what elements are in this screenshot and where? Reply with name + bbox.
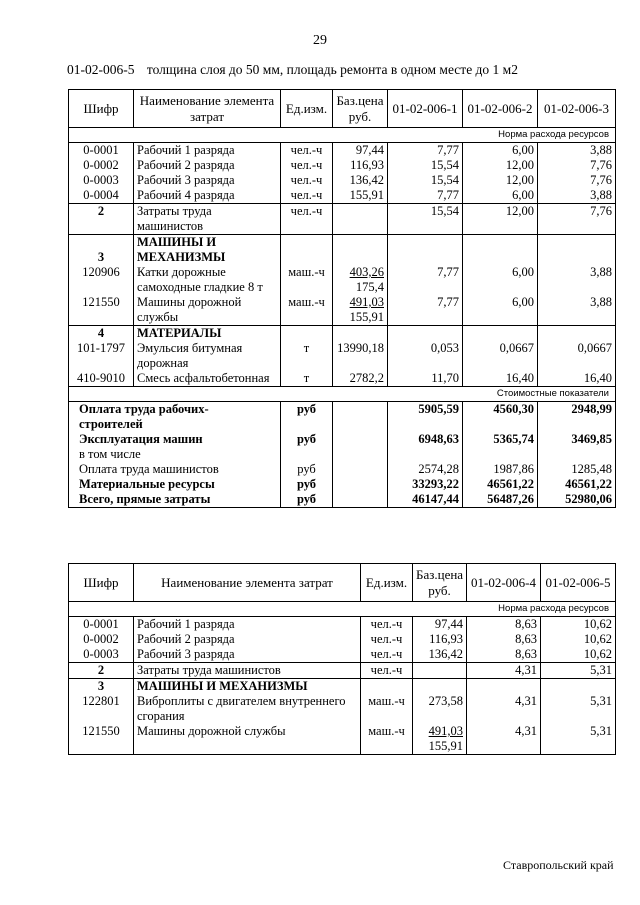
row-price	[333, 295, 388, 326]
price-main: 491,03	[428, 724, 463, 738]
section-machines-header	[69, 235, 616, 266]
table-row	[69, 173, 616, 188]
row-name-line: самоходные гладкие 8 т	[137, 280, 263, 294]
row-name-line: Затраты труда	[137, 204, 212, 218]
empty-cell	[538, 235, 616, 266]
table-row	[69, 158, 616, 173]
cost-name-line: Оплата труда рабочих-	[79, 402, 209, 416]
row-price	[333, 265, 388, 295]
section-machines-header	[69, 679, 616, 695]
col-header-name: Наименование элемента затрат	[134, 564, 361, 602]
col-header-code: Шифр	[69, 90, 134, 128]
cost-value: 33293,22	[388, 477, 463, 492]
row-name-line: Эмульсия битумная	[137, 341, 243, 355]
price-wage: 155,91	[349, 310, 384, 324]
resource-table-2	[68, 563, 616, 755]
row-value: 7,76	[538, 204, 616, 235]
row-value: 3,88	[538, 188, 616, 204]
price-wage: 155,91	[428, 739, 463, 753]
cost-value: 4560,30	[463, 402, 538, 433]
row-name	[134, 341, 281, 371]
empty-cell	[467, 679, 541, 695]
row-value: 7,77	[388, 188, 463, 204]
row-code: 2	[69, 663, 134, 679]
row-price: 13990,18	[333, 341, 388, 371]
row-name: Рабочий 2 разряда	[134, 632, 361, 647]
row-unit: чел.-ч	[281, 173, 333, 188]
empty-cell	[333, 432, 388, 447]
cost-name-line: строителей	[79, 417, 143, 431]
cost-value: 6948,63	[388, 432, 463, 447]
empty-cell	[538, 326, 616, 342]
table-row-machinists	[69, 204, 616, 235]
row-value: 8,63	[467, 617, 541, 633]
row-name	[134, 694, 361, 724]
row-price	[413, 663, 467, 679]
price-main: 491,03	[349, 295, 384, 309]
empty-cell	[333, 492, 388, 508]
cost-unit: руб	[281, 492, 333, 508]
empty-cell	[281, 235, 333, 266]
row-code: 2	[69, 204, 134, 235]
row-name: Смесь асфальтобетонная	[134, 371, 281, 387]
row-value: 12,00	[463, 204, 538, 235]
norm-label: Норма расхода ресурсов	[69, 602, 616, 617]
row-value: 10,62	[541, 647, 616, 663]
table-row	[69, 617, 616, 633]
table-row	[69, 143, 616, 159]
section-title	[134, 235, 281, 266]
cost-unit: руб	[281, 477, 333, 492]
cost-value: 5905,59	[388, 402, 463, 433]
section-code: 4	[69, 326, 134, 342]
row-unit: чел.-ч	[361, 663, 413, 679]
row-unit: чел.-ч	[281, 158, 333, 173]
row-unit: чел.-ч	[361, 647, 413, 663]
empty-cell	[333, 447, 388, 462]
table-row	[69, 371, 616, 387]
row-name: Рабочий 4 разряда	[134, 188, 281, 204]
cost-value: 5365,74	[463, 432, 538, 447]
cost-unit: руб	[281, 432, 333, 447]
row-code: 122801	[69, 694, 134, 724]
empty-cell	[413, 679, 467, 695]
row-name-line: машинистов	[137, 219, 204, 233]
resource-table-1	[68, 89, 616, 508]
cost-value: 1285,48	[538, 462, 616, 477]
row-value: 15,54	[388, 173, 463, 188]
row-code: 0-0002	[69, 632, 134, 647]
row-name: Рабочий 2 разряда	[134, 158, 281, 173]
row-value: 10,62	[541, 632, 616, 647]
row-code: 0-0003	[69, 173, 134, 188]
row-value: 0,0667	[538, 341, 616, 371]
row-unit: маш.-ч	[281, 295, 333, 326]
section-code: 3	[69, 679, 134, 695]
row-value: 5,31	[541, 724, 616, 755]
row-price: 136,42	[413, 647, 467, 663]
table-row	[69, 724, 616, 755]
empty-cell	[463, 326, 538, 342]
row-price: 116,93	[333, 158, 388, 173]
col-header-unit: Ед.изм.	[361, 564, 413, 602]
cost-name: Оплата труда машинистов	[69, 462, 281, 477]
empty-cell	[388, 235, 463, 266]
section-title-line: МЕХАНИЗМЫ	[137, 250, 226, 264]
row-code: 410-9010	[69, 371, 134, 387]
row-value: 6,00	[463, 188, 538, 204]
section-title: МАШИНЫ И МЕХАНИЗМЫ	[134, 679, 361, 695]
norm-label: Норма расхода ресурсов	[69, 128, 616, 143]
col-header-price: Баз.цена руб.	[333, 90, 388, 128]
row-value: 4,31	[467, 694, 541, 724]
row-price: 2782,2	[333, 371, 388, 387]
cost-row	[69, 462, 616, 477]
section-title-line: МАШИНЫ И	[137, 235, 217, 249]
row-name-line: Виброплиты с двигателем внутреннего	[137, 694, 346, 708]
empty-cell	[361, 679, 413, 695]
row-value: 15,54	[388, 204, 463, 235]
cost-row	[69, 402, 616, 433]
cost-unit: руб	[281, 402, 333, 433]
col-header-variant-3: 01-02-006-3	[538, 90, 616, 128]
row-code: 0-0003	[69, 647, 134, 663]
empty-cell	[541, 679, 616, 695]
empty-cell	[281, 447, 333, 462]
table-row	[69, 647, 616, 663]
col-header-variant-2: 01-02-006-2	[463, 90, 538, 128]
col-header-variant-5: 01-02-006-5	[541, 564, 616, 602]
cost-row	[69, 477, 616, 492]
row-name: Затраты труда машинистов	[134, 663, 361, 679]
row-code: 0-0001	[69, 143, 134, 159]
cost-name: в том числе	[69, 447, 281, 462]
empty-cell	[333, 477, 388, 492]
row-unit: маш.-ч	[281, 265, 333, 295]
section-title: МАТЕРИАЛЫ	[134, 326, 281, 342]
row-code: 0-0002	[69, 158, 134, 173]
empty-cell	[388, 447, 463, 462]
cost-value: 52980,06	[538, 492, 616, 508]
row-name	[134, 204, 281, 235]
row-value: 10,62	[541, 617, 616, 633]
cost-row	[69, 447, 616, 462]
row-unit: маш.-ч	[361, 694, 413, 724]
row-name: Рабочий 3 разряда	[134, 173, 281, 188]
row-unit: чел.-ч	[281, 143, 333, 159]
section-materials-header	[69, 326, 616, 342]
cost-value: 56487,26	[463, 492, 538, 508]
cost-value: 3469,85	[538, 432, 616, 447]
row-value: 3,88	[538, 143, 616, 159]
row-price: 155,91	[333, 188, 388, 204]
table-row-machinists	[69, 663, 616, 679]
row-name-line: Машины дорожной	[137, 295, 242, 309]
col-header-unit: Ед.изм.	[281, 90, 333, 128]
row-value: 7,77	[388, 143, 463, 159]
row-value: 4,31	[467, 724, 541, 755]
row-name: Рабочий 1 разряда	[134, 617, 361, 633]
row-value: 12,00	[463, 158, 538, 173]
empty-cell	[463, 235, 538, 266]
row-code: 121550	[69, 724, 134, 755]
row-value: 0,053	[388, 341, 463, 371]
row-price: 273,58	[413, 694, 467, 724]
empty-cell	[333, 235, 388, 266]
table-row	[69, 295, 616, 326]
row-unit: чел.-ч	[361, 617, 413, 633]
row-value: 7,76	[538, 158, 616, 173]
empty-cell	[281, 326, 333, 342]
table-row	[69, 188, 616, 204]
table-row	[69, 632, 616, 647]
cost-value: 46561,22	[538, 477, 616, 492]
table-header-row	[69, 90, 616, 128]
row-value: 15,54	[388, 158, 463, 173]
page-number: 29	[313, 33, 327, 48]
section-code: 3	[69, 235, 134, 266]
row-name: Машины дорожной службы	[134, 724, 361, 755]
row-value: 5,31	[541, 694, 616, 724]
row-value: 7,77	[388, 265, 463, 295]
price-main: 403,26	[349, 265, 384, 279]
row-value: 8,63	[467, 647, 541, 663]
section-title	[67, 62, 518, 78]
row-value: 6,00	[463, 265, 538, 295]
cost-name: Всего, прямые затраты	[69, 492, 281, 508]
col-header-code: Шифр	[69, 564, 134, 602]
cost-value: 46147,44	[388, 492, 463, 508]
row-price	[413, 724, 467, 755]
cost-label: Стоимостные показатели	[69, 387, 616, 402]
row-code: 101-1797	[69, 341, 134, 371]
row-value: 8,63	[467, 632, 541, 647]
empty-cell	[333, 462, 388, 477]
row-code: 120906	[69, 265, 134, 295]
row-value: 3,88	[538, 295, 616, 326]
row-price: 97,44	[333, 143, 388, 159]
col-header-name: Наименование элемента затрат	[134, 90, 281, 128]
row-value: 6,00	[463, 295, 538, 326]
row-price: 136,42	[333, 173, 388, 188]
table-row	[69, 694, 616, 724]
row-name-line: Катки дорожные	[137, 265, 226, 279]
row-value: 6,00	[463, 143, 538, 159]
row-value: 3,88	[538, 265, 616, 295]
row-name: Рабочий 3 разряда	[134, 647, 361, 663]
row-value: 16,40	[463, 371, 538, 387]
row-value: 5,31	[541, 663, 616, 679]
section-description: толщина слоя до 50 мм, площадь ремонта в одном месте до 1 м2	[146, 62, 518, 77]
col-header-price: Баз.цена руб.	[413, 564, 467, 602]
row-unit: чел.-ч	[281, 188, 333, 204]
empty-cell	[538, 447, 616, 462]
col-header-variant-1: 01-02-006-1	[388, 90, 463, 128]
table-row	[69, 341, 616, 371]
cost-value: 2948,99	[538, 402, 616, 433]
cost-value: 46561,22	[463, 477, 538, 492]
row-value: 16,40	[538, 371, 616, 387]
empty-cell	[333, 402, 388, 433]
row-unit: чел.-ч	[281, 204, 333, 235]
footer-region: Ставропольский край	[503, 858, 614, 872]
table-row	[69, 265, 616, 295]
row-code: 0-0001	[69, 617, 134, 633]
row-unit: т	[281, 341, 333, 371]
col-header-variant-4: 01-02-006-4	[467, 564, 541, 602]
cost-name: Эксплуатация машин	[69, 432, 281, 447]
row-value: 11,70	[388, 371, 463, 387]
row-code: 121550	[69, 295, 134, 326]
cost-value: 1987,86	[463, 462, 538, 477]
row-price: 116,93	[413, 632, 467, 647]
row-unit: чел.-ч	[361, 632, 413, 647]
row-value: 4,31	[467, 663, 541, 679]
row-name: Рабочий 1 разряда	[134, 143, 281, 159]
row-unit: маш.-ч	[361, 724, 413, 755]
cost-name	[69, 402, 281, 433]
empty-cell	[463, 447, 538, 462]
section-code: 01-02-006-5	[67, 62, 135, 77]
cost-value: 2574,28	[388, 462, 463, 477]
cost-name: Материальные ресурсы	[69, 477, 281, 492]
cost-unit: руб	[281, 462, 333, 477]
row-name-line: сгорания	[137, 709, 185, 723]
row-value: 0,0667	[463, 341, 538, 371]
empty-cell	[388, 326, 463, 342]
row-code: 0-0004	[69, 188, 134, 204]
row-unit: т	[281, 371, 333, 387]
price-wage: 175,4	[355, 280, 384, 294]
row-value: 7,77	[388, 295, 463, 326]
row-name-line: службы	[137, 310, 179, 324]
row-name	[134, 265, 281, 295]
row-name-line: дорожная	[137, 356, 189, 370]
cost-row	[69, 432, 616, 447]
row-price	[333, 204, 388, 235]
empty-cell	[333, 326, 388, 342]
row-value: 12,00	[463, 173, 538, 188]
row-value: 7,76	[538, 173, 616, 188]
row-name	[134, 295, 281, 326]
cost-row-total	[69, 492, 616, 508]
table-header-row	[69, 564, 616, 602]
row-price: 97,44	[413, 617, 467, 633]
